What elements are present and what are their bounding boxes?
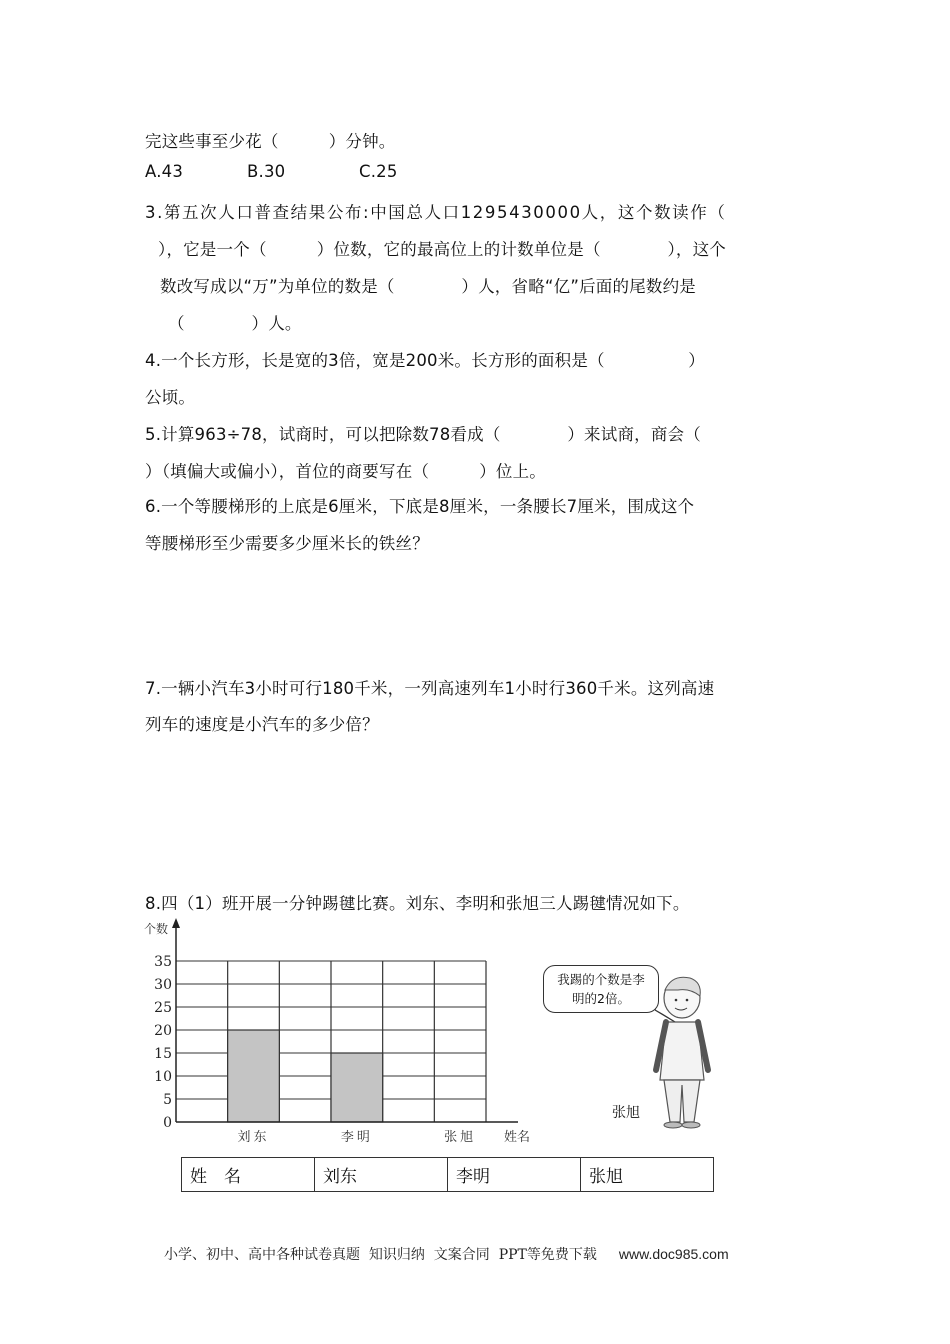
q7-line-2: 列车的速度是小汽车的多少倍？	[145, 715, 379, 734]
y-tick-label: 15	[154, 1046, 172, 1062]
table-cell: 刘东	[315, 1158, 448, 1192]
q8-line: 8.四（1）班开展一分钟踢毽比赛。刘东、李明和张旭三人踢毽情况如下。	[145, 894, 690, 913]
y-tick-label: 5	[163, 1092, 172, 1108]
bar-chart	[130, 915, 550, 1155]
q2-option-b: B.30	[247, 162, 286, 181]
speech-line-2: 明的2倍。	[572, 991, 630, 1006]
q4-line-2: 公顷。	[145, 388, 196, 407]
boy-pants-icon	[664, 1080, 700, 1122]
x-axis-label: 姓名	[504, 1130, 531, 1145]
y-tick-label: 25	[154, 1000, 172, 1016]
q3-line-2: ），它是一个（ ）位数，它的最高位上的计数单位是（ ），这个	[158, 240, 726, 259]
q2-tail: 完这些事至少花（ ）分钟。	[145, 132, 396, 151]
x-tick-label: 李明	[340, 1130, 373, 1145]
q2-option-c: C.25	[359, 162, 398, 181]
name-table	[181, 1157, 714, 1192]
table-row	[182, 1158, 714, 1192]
q7-line-1: 7.一辆小汽车3小时可行180千米，一列高速列车1小时行360千米。这列高速	[145, 679, 715, 698]
y-axis-arrow-icon	[172, 918, 180, 928]
q3-line-3: 数改写成以“万”为单位的数是（ ）人，省略“亿”后面的尾数约是	[160, 277, 696, 296]
bar-1	[331, 1053, 383, 1122]
q2-option-a: A.43	[145, 162, 184, 181]
y-axis-label: 个数	[144, 922, 169, 936]
q4-line-1: 4.一个长方形，长是宽的3倍，宽是200米。长方形的面积是（ ）	[145, 351, 705, 370]
y-tick-label: 35	[154, 954, 172, 970]
y-tick-label: 0	[163, 1115, 172, 1131]
x-tick-label: 刘东	[237, 1130, 270, 1145]
footer-text: 小学、初中、高中各种试卷真题 知识归纳 文案合同 PPT等免费下载	[164, 1247, 597, 1263]
footer	[164, 1244, 729, 1264]
y-tick-label: 10	[154, 1069, 172, 1085]
footer-url[interactable]: www.doc985.com	[618, 1246, 729, 1262]
speaker-label: 张旭	[612, 1105, 640, 1121]
y-tick-label: 20	[154, 1023, 172, 1039]
table-cell-header: 姓 名	[182, 1158, 315, 1192]
q5-line-1: 5.计算963÷78，试商时，可以把除数78看成（ ）来试商，商会（	[145, 425, 701, 444]
x-tick-labels	[237, 1129, 476, 1145]
q6-line-2: 等腰梯形至少需要多少厘米长的铁丝？	[145, 534, 429, 553]
y-tick-label: 30	[154, 977, 172, 993]
x-tick-label: 张旭	[444, 1130, 477, 1145]
q3-line-1: 3.第五次人口普查结果公布:中国总人口1295430000人，这个数读作（	[145, 203, 727, 222]
q5-line-2: ）（填偏大或偏小），首位的商要写在（ ）位上。	[145, 462, 546, 481]
table-cell: 张旭	[581, 1158, 714, 1192]
speech-line-1: 我踢的个数是李	[557, 972, 645, 987]
bar-0	[228, 1030, 280, 1122]
y-tick-labels	[154, 954, 172, 1131]
q6-line-1: 6.一个等腰梯形的上底是6厘米，下底是8厘米，一条腰长7厘米，围成这个	[145, 497, 695, 516]
table-cell: 李明	[448, 1158, 581, 1192]
q3-line-4: （ ）人。	[168, 314, 302, 333]
